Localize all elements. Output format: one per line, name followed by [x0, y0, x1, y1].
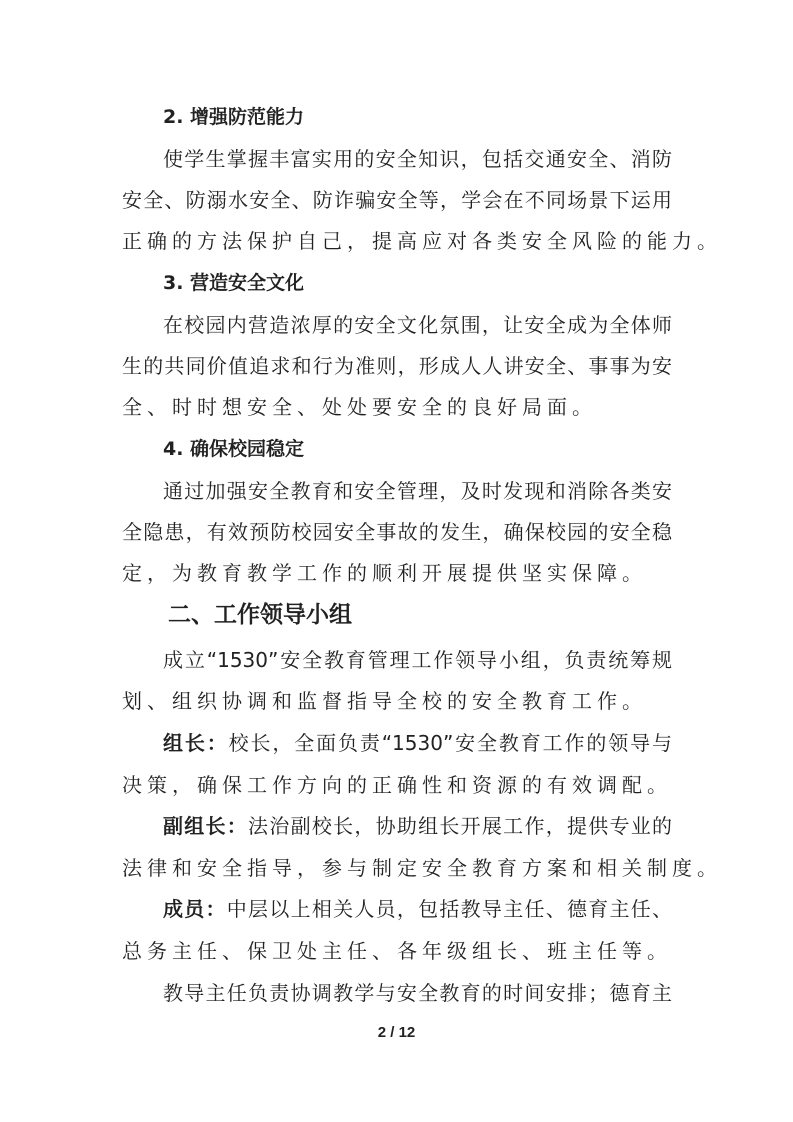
paragraph-line: 使学生掌握丰富实用的安全知识，包括交通安全、消防	[163, 147, 672, 171]
chapter-heading: 二、工作领导小组	[168, 601, 352, 628]
page-number: 2 / 12	[377, 1024, 416, 1041]
paragraph-line: 全、时时想安全、处处要安全的良好局面。	[122, 395, 597, 419]
leader-text: 校长，全面负责“1530”安全教育工作的领导与	[228, 731, 672, 755]
section-heading: 2. 增强防范能力	[163, 106, 305, 128]
section-heading: 3. 营造安全文化	[163, 272, 305, 294]
leader-line	[163, 729, 672, 757]
paragraph-line: 法律和安全指导，参与制定安全教育方案和相关制度。	[122, 856, 722, 880]
paragraph-line: 在校园内营造浓厚的安全文化氛围，让安全成为全体师	[163, 313, 672, 337]
deputy-line	[163, 812, 672, 840]
paragraph-line: 决策，确保工作方向的正确性和资源的有效调配。	[122, 773, 672, 797]
paragraph-line: 正确的方法保护自己，提高应对各类安全风险的能力。	[122, 229, 722, 253]
paragraph-line: 全隐患，有效预防校园安全事故的发生，确保校园的安全稳	[122, 520, 672, 544]
deputy-label: 副组长：	[163, 814, 249, 838]
members-line	[163, 895, 672, 923]
paragraph-line: 生的共同价值追求和行为准则，形成人人讲安全、事事为安	[122, 354, 672, 378]
paragraph-line: 划、组织协调和监督指导全校的安全教育工作。	[122, 689, 647, 713]
deputy-text: 法治副校长，协助组长开展工作，提供专业的	[248, 814, 673, 838]
leader-label: 组长：	[163, 731, 229, 755]
paragraph-line: 总务主任、保卫处主任、各年级组长、班主任等。	[122, 939, 672, 963]
paragraph-line: 通过加强安全教育和安全管理，及时发现和消除各类安	[163, 479, 672, 503]
paragraph-line: 定，为教育教学工作的顺利开展提供坚实保障。	[122, 561, 647, 585]
members-label: 成员：	[163, 897, 227, 921]
paragraph-line: 成立“1530”安全教育管理工作领导小组，负责统筹规	[163, 648, 672, 672]
section-heading: 4. 确保校园稳定	[163, 438, 305, 460]
paragraph-line: 安全、防溺水安全、防诈骗安全等，学会在不同场景下运用	[122, 188, 672, 212]
paragraph-line: 教导主任负责协调教学与安全教育的时间安排；德育主	[163, 981, 672, 1005]
members-text: 中层以上相关人员，包括教导主任、德育主任、	[226, 897, 673, 921]
